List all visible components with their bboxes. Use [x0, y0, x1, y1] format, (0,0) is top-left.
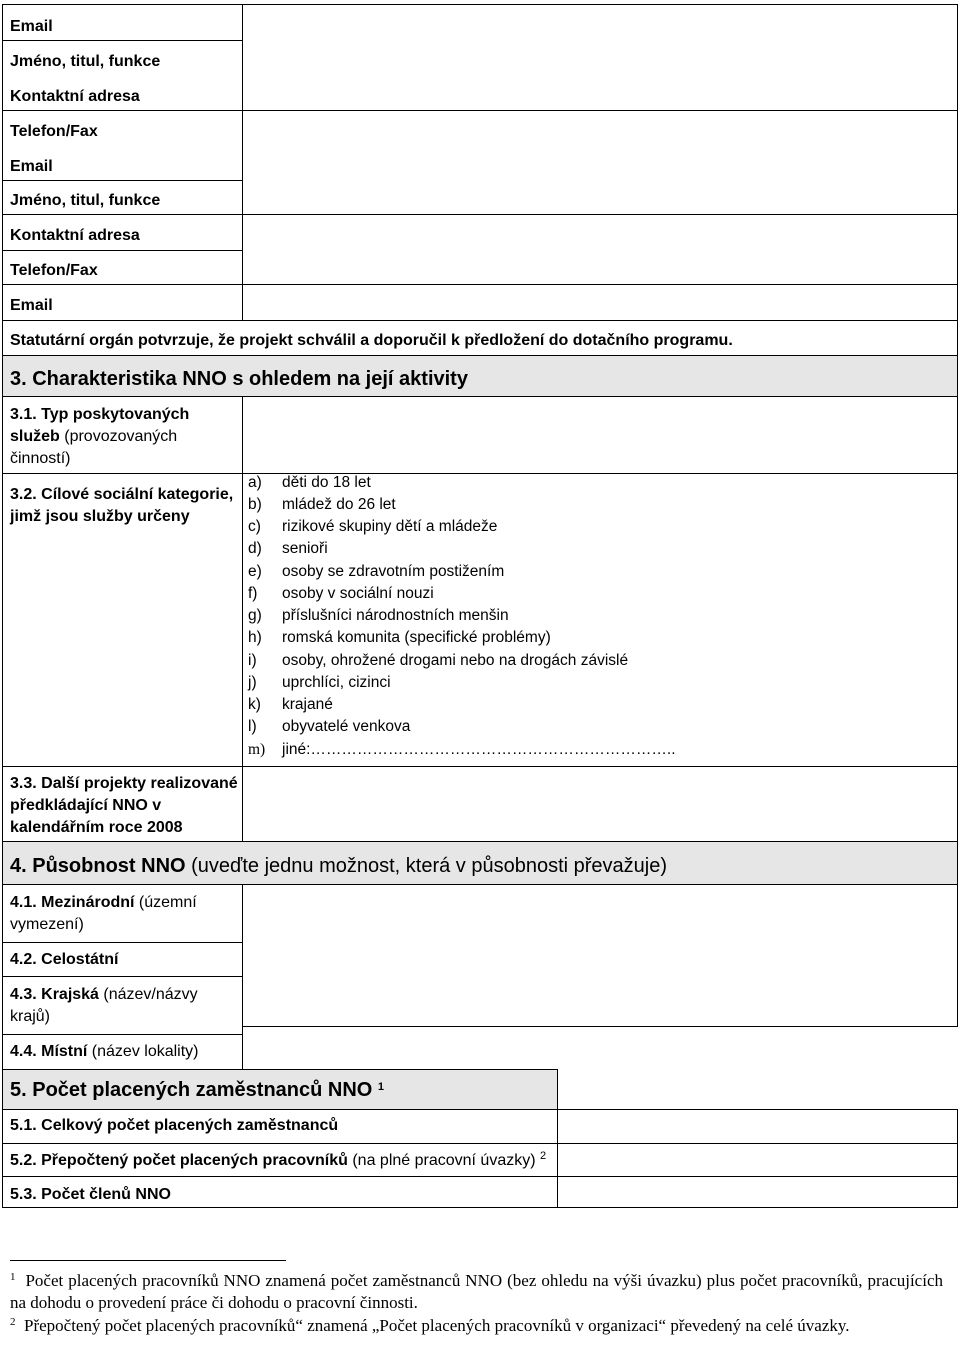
contact-label-address: Kontaktní adresa [10, 227, 140, 244]
section-3-3-label: 3.3. Další projekty realizované předkládající NNO v kalendářním roce 2008 [10, 775, 238, 836]
section-5-3-label: 5.3. Počet členů NNO [10, 1186, 171, 1203]
section-4-2-label: 4.2. Celostátní [10, 951, 119, 968]
section-3-1-label [10, 404, 238, 470]
contact-label-phone: Telefon/Fax [10, 262, 98, 279]
contact-label-name: Jméno, titul, funkce [10, 53, 161, 70]
category-item: d) senioři [248, 540, 328, 557]
footnote-ref-2: 2 [540, 1150, 547, 1162]
footnote-1: $^1$ Počet placených pracovníků NNO znamená počet zaměstnanců NNO (bez ohledu na výši úvazku) plus počet pracovníků, pracujících na dohodu o provedení práce či dohodu o pracovní činnosti. [10, 1271, 943, 1312]
footnote-ref-1: 1 [377, 1081, 385, 1093]
section-3-1-note: (provozovaných činností) [10, 428, 178, 467]
category-item: a) děti do 18 let [248, 474, 371, 491]
contact-label-email: Email [10, 158, 53, 175]
section-4-title [10, 853, 667, 879]
contact-label-email: Email [10, 297, 53, 314]
contact-label-address: Kontaktní adresa [10, 88, 140, 105]
category-item: c) rizikové skupiny dětí a mládeže [248, 518, 498, 535]
section-4-3-label: 4.3. Krajská (název/názvy krajů) [10, 986, 198, 1025]
section-4-title-note: (uveďte jednu možnost, která v působnosti převažuje) [185, 855, 668, 877]
section-5-title: 5. Počet placených zaměstnanců NNO $^1$ [10, 1079, 385, 1101]
contact-label-email: Email [10, 18, 53, 35]
section-3-2-label: 3.2. Cílové sociální kategorie, jimž jsou služby určeny [10, 486, 234, 525]
section-5-2-label: 5.2. Přepočtený počet placených pracovníků (na plné pracovní úvazky) $^2$ [10, 1150, 547, 1169]
category-item: h) romská komunita (specifické problémy) [248, 629, 551, 646]
category-item: b) mládež do 26 let [248, 496, 396, 513]
section-3-1-bold: 3.1. Typ poskytovaných služeb [10, 406, 190, 445]
section-3-title: 3. Charakteristika NNO s ohledem na její aktivity [10, 368, 468, 390]
category-item: e) osoby se zdravotním postižením [248, 563, 505, 580]
category-item: l) obyvatelé venkova [248, 718, 411, 735]
footnote-2: $^2$ Přepočtený počet placených pracovníků“ znamená „Počet placených pracovníků v organizaci“ převedený na celé úvazky. [10, 1316, 850, 1335]
section-4-title-bold: 4. Působnost NNO [10, 855, 186, 877]
contact-label-phone: Telefon/Fax [10, 123, 98, 140]
category-item: k) krajané [248, 696, 333, 713]
section-4-1-label: 4.1. Mezinárodní (územní vymezení) [10, 894, 197, 933]
statutory-statement: Statutární orgán potvrzuje, že projekt schválil a doporučil k předložení do dotačního programu. [10, 332, 733, 349]
category-item: j) uprchlíci, cizinci [248, 674, 391, 691]
category-item: f) osoby v sociální nouzi [248, 585, 434, 602]
category-item: i) osoby, ohrožené drogami nebo na drogách závislé [248, 652, 629, 669]
section-5-1-label: 5.1. Celkový počet placených zaměstnanců [10, 1117, 339, 1134]
category-item: g) příslušníci národnostních menšin [248, 607, 509, 624]
contact-label-name: Jméno, titul, funkce [10, 192, 161, 209]
section-4-4-label: 4.4. Místní (název lokality) [10, 1043, 199, 1060]
category-item: m) jiné:…………………………………………………………….. [248, 741, 676, 758]
